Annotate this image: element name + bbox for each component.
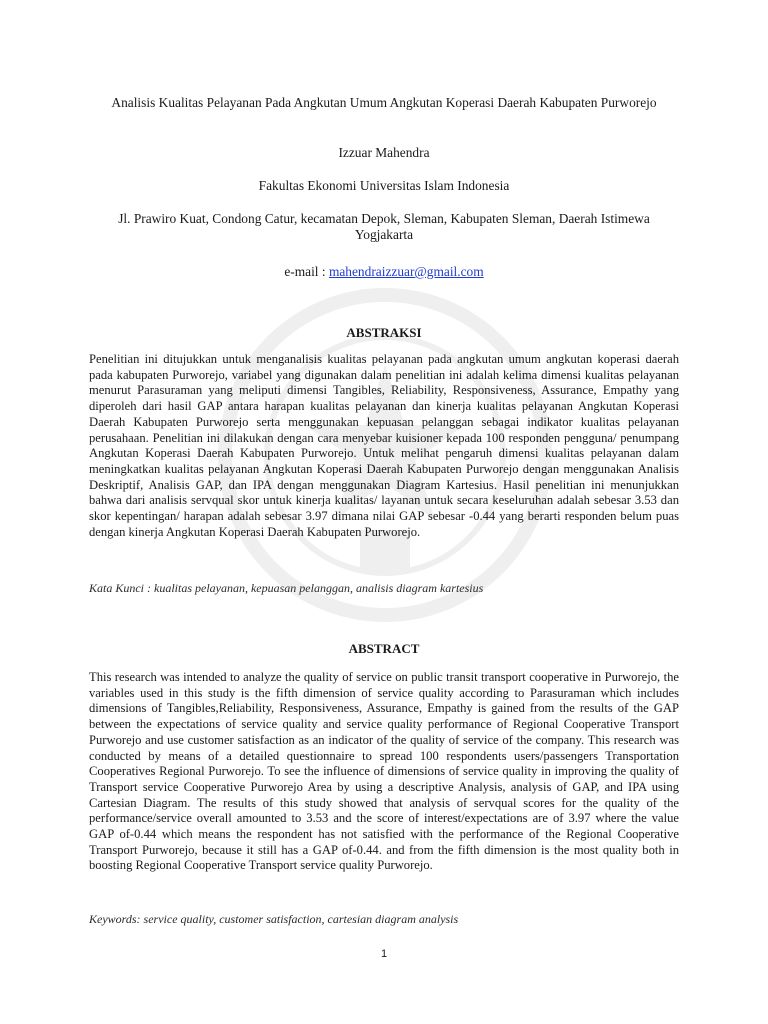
author-name: Izzuar Mahendra <box>338 145 430 160</box>
abstract-heading: ABSTRACT <box>348 641 420 656</box>
abstraksi-heading: ABSTRAKSI <box>346 325 422 340</box>
kata-kunci: Kata Kunci : kualitas pelayanan, kepuasan pelanggan, analisis diagram kartesius <box>89 581 484 595</box>
email-label: e-mail : <box>284 264 329 279</box>
abstraksi-body: Penelitian ini ditujukkan untuk menganalisis kualitas pelayanan pada angkutan umum angkutan koperasi daerah pada kabupaten Purworejo, variabel yang digunakan dalam penelitian ini adalah kelima dimensi kualitas pelayanan menurut Parasuraman yang meliputi dimensi Tangibles, Reliability, Responsiveness, Assurance, Empathy yang diperoleh dari hasil GAP antara harapan kualitas pelayanan dan kinerja kualitas pelayanan Angkutan Koperasi Daerah Kabupaten Purworejo serta menggunakan kepuasan pelanggan sebagai indikator kualitas pelayanan perusahaan. Penelitian ini dilakukan dengan cara menyebar kuisioner kepada 100 responden pengguna/ penumpang Angkutan Koperasi Daerah Kabupaten Purworejo. Untuk melihat pengaruh dimensi kualitas pelayanan dalam meningkatkan kualitas pelayanan Angkutan Koperasi Daerah Kabupaten Purworejo dengan menggunakan Analisis Deskriptif, Analisis GAP, dan IPA dengan menggunakan Diagram Kartesius. Hasil penelitian ini menunjukkan bahwa dari analisis servqual skor untuk kinerja kualitas/ layanan untuk secara keseluruhan adalah sebesar 3.53 dan skor kepentingan/ harapan adalah sebesar 3.97 dimana nilai GAP sebesar -0.44 yang berarti responden belum puas dengan kinerja Angkutan Koperasi Daerah Kabupaten Purworejo. <box>89 352 679 539</box>
page-number: 1 <box>380 948 388 960</box>
author-affiliation: Fakultas Ekonomi Universitas Islam Indonesia <box>258 178 510 193</box>
keywords-en: Keywords: service quality, customer satisfaction, cartesian diagram analysis <box>89 912 459 926</box>
abstract-body: This research was intended to analyze the quality of service on public transit transport cooperative in Purworejo, the variables used in this study is the fifth dimension of service quality according to Parasuraman which includes dimensions of Tangibles,Reliability, Responsiveness, Assurance, Empathy is gained from the results of the GAP between the expectations of service quality and service quality performance of Regional Cooperative Transport Purworejo and use customer satisfaction as an indicator of the quality of service of the company. This research was conducted by means of a detailed questionnaire to spread 100 respondents users/passengers Transportation Cooperatives Regional Purworejo. To see the influence of dimensions of service quality in improving the quality of Transport service Cooperative Purworejo Area by using a descriptive Analysis, analysis of GAP, and IPA using Cartesian Diagram. The results of this study showed that analysis of servqual scores for the quality of the performance/service overall amounted to 3.53 and the score of interest/expectations are of 3.97 where the value GAP of-0.44 which means the respondent has not satisfied with the performance of the Regional Cooperative Transport Purworejo, because it still has a GAP of-0.44. and from the fifth dimension is the most quality both in boosting Regional Cooperative Transport service quality Purworejo. <box>89 670 679 873</box>
email-link[interactable]: mahendraizzuar@gmail.com <box>328 264 484 279</box>
author-address: Jl. Prawiro Kuat, Condong Catur, kecamatan Depok, Sleman, Kabupaten Sleman, Daerah Istimewa Yogjakarta <box>118 211 650 242</box>
paper-title: Analisis Kualitas Pelayanan Pada Angkutan Umum Angkutan Koperasi Daerah Kabupaten Purworejo <box>111 95 657 110</box>
email-line <box>89 264 679 280</box>
